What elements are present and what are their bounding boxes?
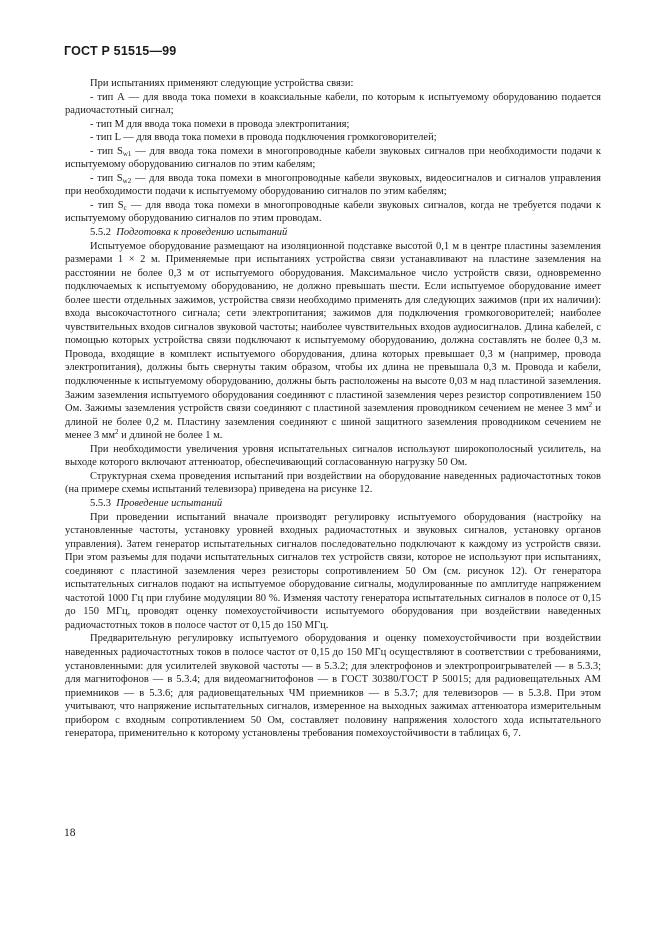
paragraph-requirements: Предварительную регулировку испытуемого оборудования и оценку помехоустойчивости при воздействии наведенных радиочастотных токов в полосе частот от 0,15 до 150 МГц осуществляют в соответствии с требованиями, установленными: для усилителей звуковой частоты — в 5.3.2; для электрофонов и электропроигрывателей — в 5.3.3; для магнитофонов — в 5.3.4; для видеомагнитофонов — в ГОСТ 30380/ГОСТ Р 50015; для радиовещательных АМ приемников — в 5.3.6; для радиовещательных ЧМ приемников — в 5.3.7; для телевизоров — в 5.3.8. При этом учитывают, что напряжение испытательных сигналов, измеренное на выходных зажимах аттенюатора измерительным прибором с входным сопротивлением 50 Ом, составляет половину напряжения холостого хода испытательного генератора, применительно к которому установлены требования помехоустойчивости в таблицах 6, 7. [65,633,601,740]
paragraph-amplifier: При необходимости увеличения уровня испытательных сигналов используют широкополосный усилитель, на выходе которого включают аттенюатор, обеспечивающий согласованную нагрузку 50 Ом. [65,443,601,469]
paragraph-text: и длиной не более 0,2 м. Пластину заземления соединяют с шиной защитного заземления проводником сечением не менее 3 мм [65,403,601,442]
list-item-type-sw2 [65,172,601,199]
paragraph-intro: При испытаниях применяют следующие устройства связи: [90,78,354,89]
item-prefix: - тип S [90,172,123,184]
section-title: Проведение испытаний [116,497,223,509]
section-title: Подготовка к проведению испытаний [116,227,288,239]
item-subscript: w1 [122,149,132,158]
paragraph-structure: Структурная схема проведения испытаний при воздействии на оборудование наведенных радиочастотных токов (на примере схемы испытаний телевизора) приведена на рисунке 12. [65,470,601,496]
item-prefix: - тип S [90,145,123,157]
paragraph-text: и длиной не более 1 м. [118,430,223,442]
list-item-type-l: - тип L — для ввода тока помехи в провода подключения громкоговорителей; [90,132,437,144]
section-heading-5-5-3 [65,497,601,511]
paragraph-preparation [65,240,601,443]
section-number: 5.5.3 [90,497,111,509]
list-item-type-a: - тип А — для ввода тока помехи в коаксиальные кабели, по которым к испытуемому оборудованию подается радиочастотный сигнал; [65,91,601,117]
paragraph-text: Испытуемое оборудование размещают на изоляционной подставке высотой 0,1 м в центре пластины заземления размерами 1 × 2 м. Применяемые при испытаниях устройства связи устанавливают на пластине заземления на расстоянии не более 0,3 м от испытуемого оборудования. Максимальное число устройств связи, одновременно подключаемых к испытуемому оборудованию, не должно превышать шести. Если испытуемое оборудование имеет более шести отдельных зажимов, устройства связи необходимо применять для следующих зажимов (при их наличии): входа высокочастотного сигнала; сети электропитания; зажимов для подключения громкоговорителей; наиболее чувствительных входов сигналов звуковой частоты; наиболее чувствительных входов аудиосигналов. Длина кабелей, с помощью которых устройства связи подключают к испытуемому оборудованию, должна составлять не более 0,3 м. Провода, входящие в комплект испытуемого оборудования, длина которых превышает 0,3 м (например, провода электропитания), должны быть свернуты таким образом, чтобы их длина не превышала 0,3 м. Провода и кабели, подключенные к испытуемому оборудованию, должны быть расположены на высоте 0,03 м над пластиной заземления. Зажим заземления испытуемого оборудования соединяют с пластиной заземления через резистор сопротивлением 150 Ом. Зажимы заземления устройств связи соединяют с пластиной заземления проводником сечением не менее 3 мм [65,240,601,415]
paragraph-procedure: При проведении испытаний вначале производят регулировку испытуемого оборудования (настройку на установленные частоты, установку уровней входных радиочастотных и звуковых сигналов, установку органов управления). Затем генератор испытательных сигналов последовательно подключают к каждому из устройств связи. При этом разъемы для подачи испытательных сигналов тех устройств связи, которое не используют при испытаниях, соединяют с пластиной заземления через резисторы сопротивлением 50 Ом (см. рисунок 12). От генератора испытательных сигналов подают на испытуемое оборудование сигналы, модулированные по амплитуде напряжением частотой 1000 Гц при глубине модуляции 80 %. Изменяя частоту генератора испытательных сигналов в полосе от 0,15 до 150 МГц, проводят оценку помехоустойчивости испытуемого оборудования при воздействии наведенных радиочастотных токов в полосе частот от 0,15 до 150 МГц. [65,511,601,631]
list-item-type-sw1 [65,145,601,172]
page-number: 18 [64,827,76,839]
item-subscript: c [123,203,127,212]
superscript: 2 [115,428,119,437]
item-text: — для ввода тока помехи в многопроводные кабели звуковых сигналов, когда не требуется подачи к испытуемому оборудованию сигналов по этим проводам. [65,199,601,225]
item-prefix: - тип S [90,199,124,211]
section-heading-5-5-2 [65,226,601,240]
list-item-type-m: - тип М для ввода тока помехи в провода электропитания; [90,118,350,130]
superscript: 2 [588,401,593,410]
list-item-type-sc [65,199,601,226]
item-text: — для ввода тока помехи в многопроводные кабели звуковых сигналов при необходимости подачи к испытуемому оборудованию сигналов по этим кабелям; [65,145,602,171]
document-body [65,77,601,741]
standard-header: ГОСТ Р 51515—99 [64,44,177,58]
section-number: 5.5.2 [90,227,111,239]
item-subscript: w2 [122,176,132,185]
item-text: — для ввода тока помехи в многопроводные кабели звуковых, видеосигналов и сигналов управления при необходимости подачи к испытуемому оборудованию сигналов по этим кабелям; [65,172,601,198]
